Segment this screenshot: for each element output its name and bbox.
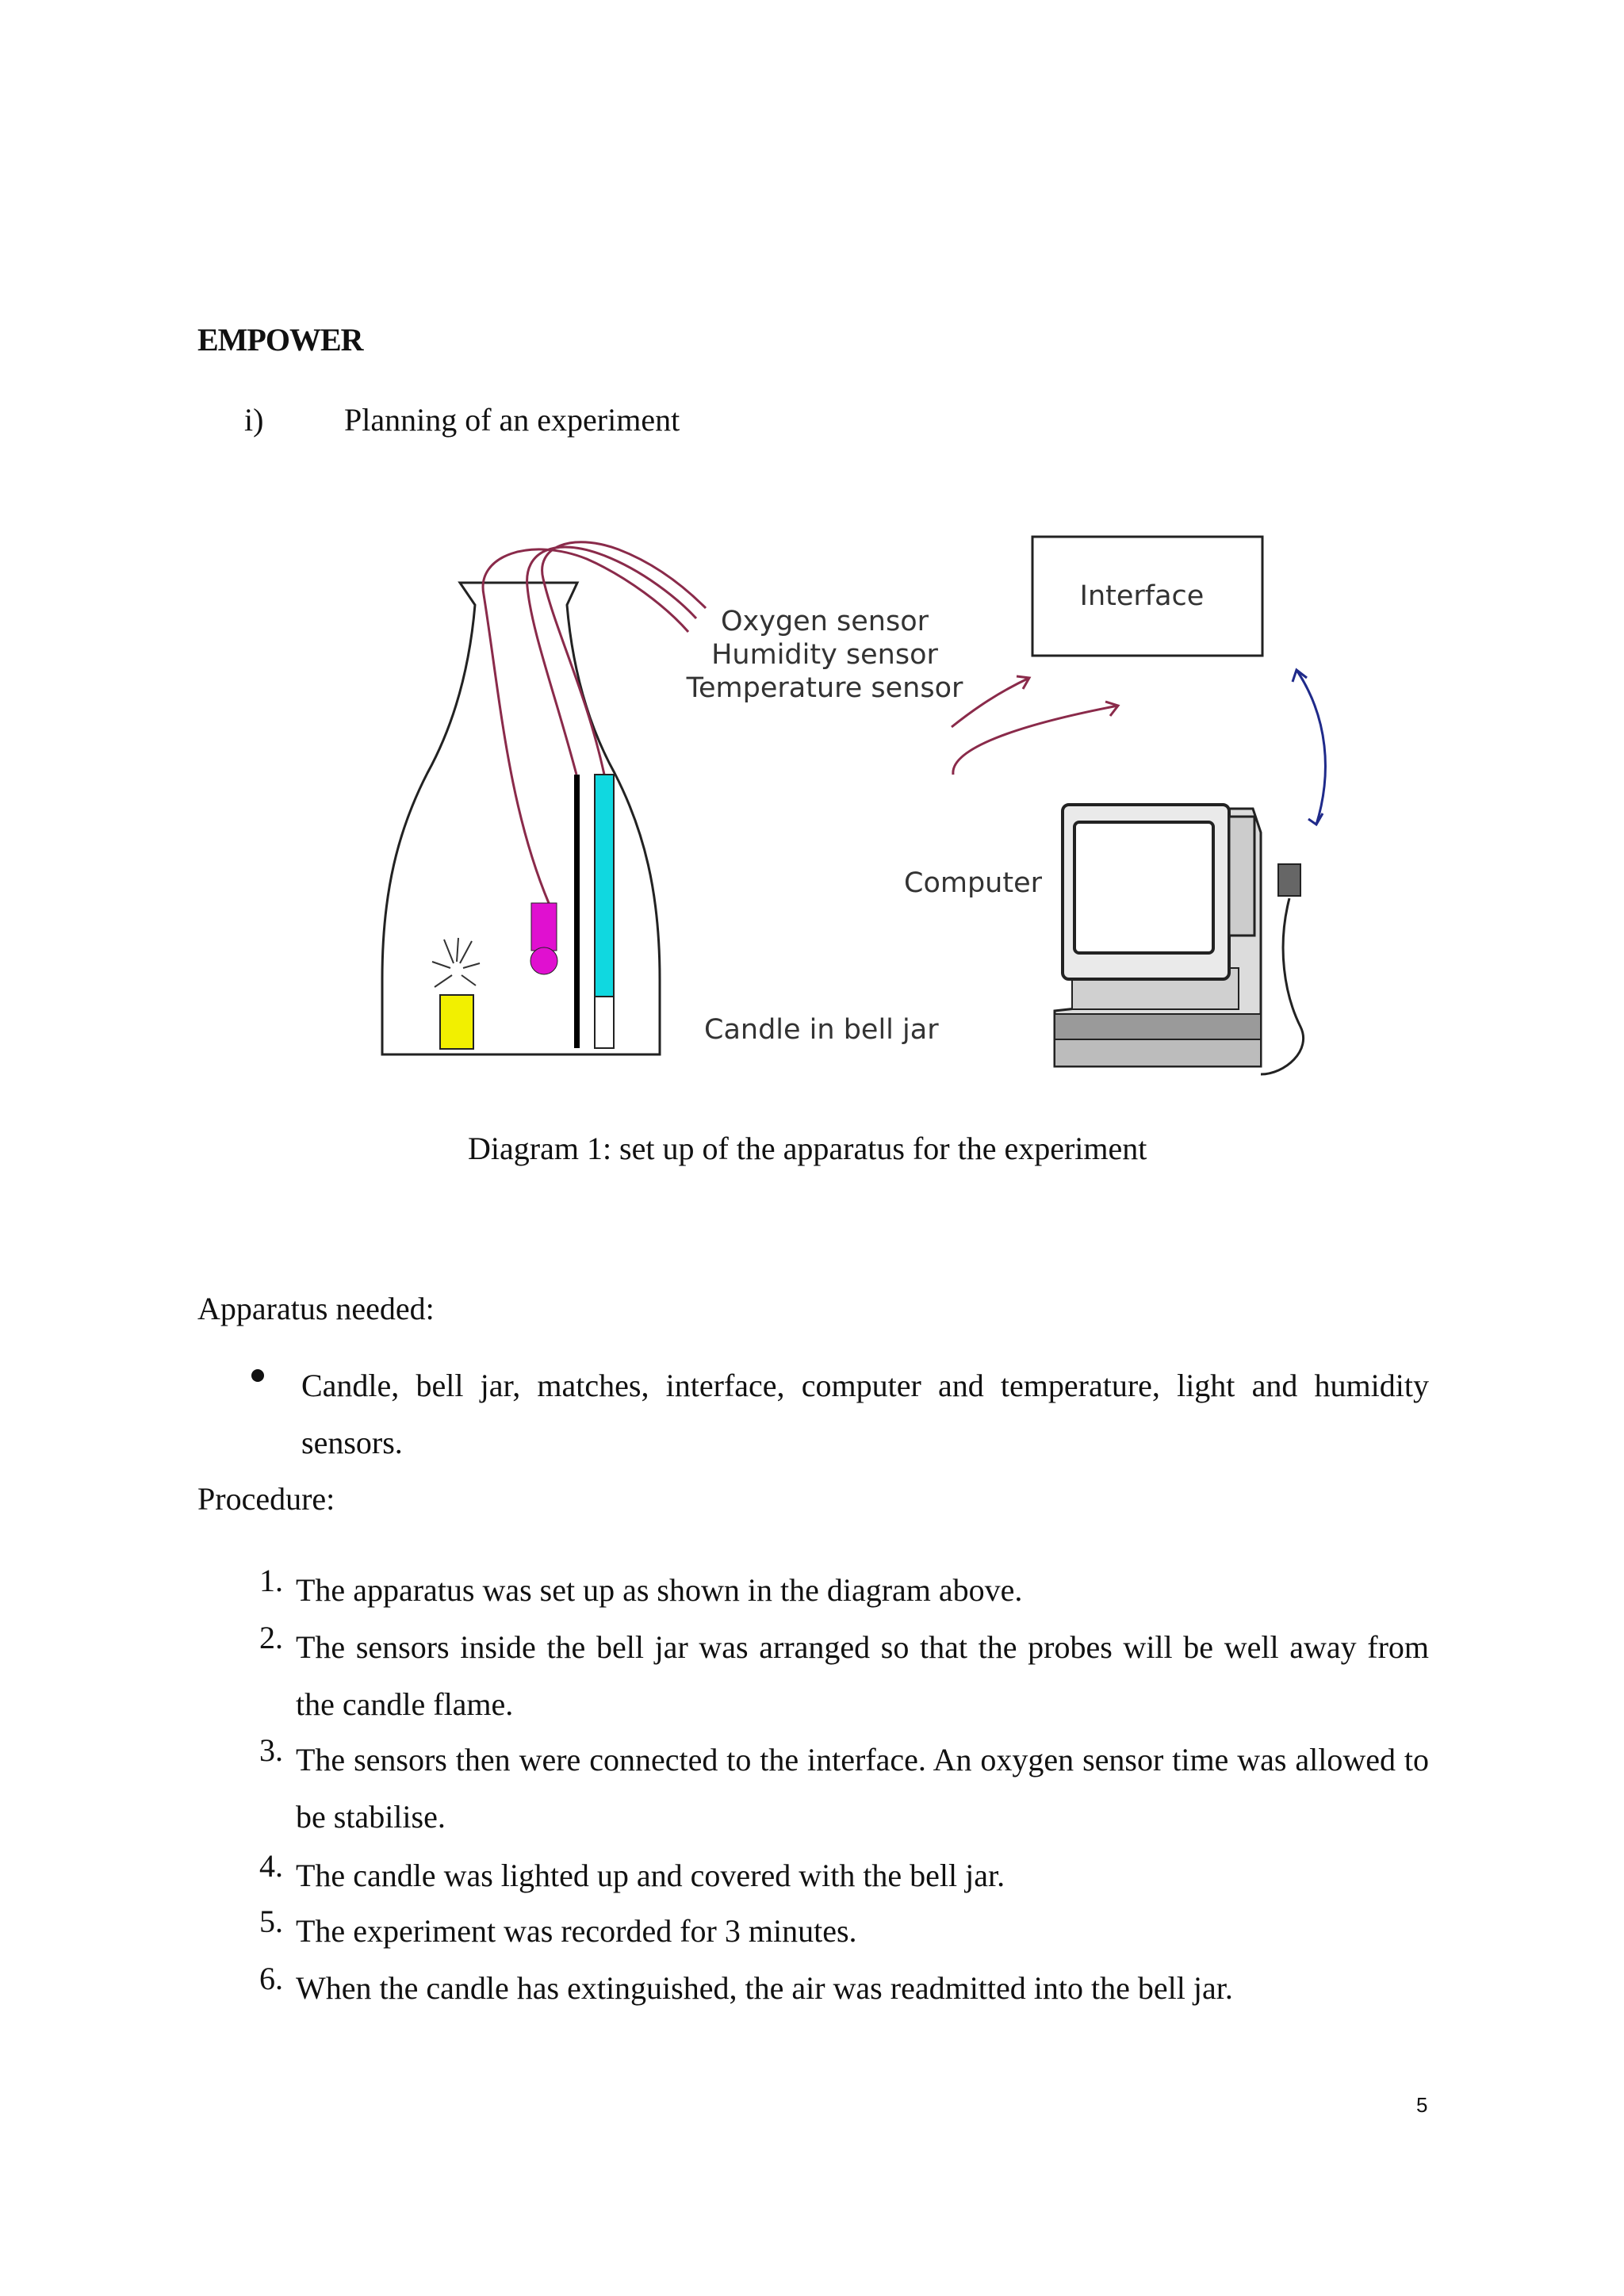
humidity-sensor-label: Humidity sensor (711, 639, 938, 671)
step-number: 1. (259, 1563, 283, 1598)
temperature-probe (574, 775, 580, 1048)
section-title: Planning of an experiment (344, 402, 680, 438)
double-arrow-icon (1293, 670, 1325, 825)
apparatus-heading: Apparatus needed: (197, 1291, 435, 1326)
step-text: The experiment was recorded for 3 minutes. (296, 1913, 857, 1949)
temperature-sensor-label: Temperature sensor (686, 672, 963, 704)
step-number: 2. (259, 1620, 283, 1655)
section-number: i) (244, 402, 264, 438)
data-arrows (952, 676, 1118, 775)
step-text: The apparatus was set up as shown in the diagram above. (296, 1572, 1023, 1608)
step-text: The candle was lighted up and covered with the bell jar. (296, 1858, 1005, 1893)
oxygen-probe (531, 903, 557, 951)
apparatus-diagram (365, 519, 1356, 1098)
step-number: 5. (259, 1904, 283, 1939)
humidity-probe-tip (595, 997, 614, 1048)
apparatus-item: Candle, bell jar, matches, interface, computer and temperature, light and humidity sensors. (301, 1368, 1429, 1460)
interface-label: Interface (1079, 580, 1205, 612)
candle-flame-icon (432, 938, 480, 987)
step-text: The sensors inside the bell jar was arranged so that the probes will be well away from the candle flame. (296, 1629, 1429, 1722)
diagram-caption: Diagram 1: set up of the apparatus for the experiment (468, 1131, 1147, 1166)
computer-label: Computer (904, 867, 1042, 899)
oxygen-sensor-label: Oxygen sensor (720, 606, 929, 637)
bullet-icon (251, 1369, 264, 1382)
humidity-probe (595, 775, 614, 997)
procedure-heading: Procedure: (197, 1481, 335, 1517)
step-text: When the candle has extinguished, the air was readmitted into the bell jar. (296, 1970, 1233, 2006)
step-text: The sensors then were connected to the interface. An oxygen sensor time was allowed to be stabilise. (296, 1742, 1429, 1835)
oxygen-probe-bulb (530, 947, 557, 974)
page-number: 5 (1416, 2093, 1428, 2117)
step-number: 6. (259, 1961, 283, 1996)
document-heading: EMPOWER (197, 322, 363, 358)
step-number: 4. (259, 1848, 283, 1884)
candle-label: Candle in bell jar (704, 1014, 939, 1046)
candle (440, 995, 473, 1049)
computer-icon (1055, 805, 1304, 1074)
step-number: 3. (259, 1732, 283, 1768)
